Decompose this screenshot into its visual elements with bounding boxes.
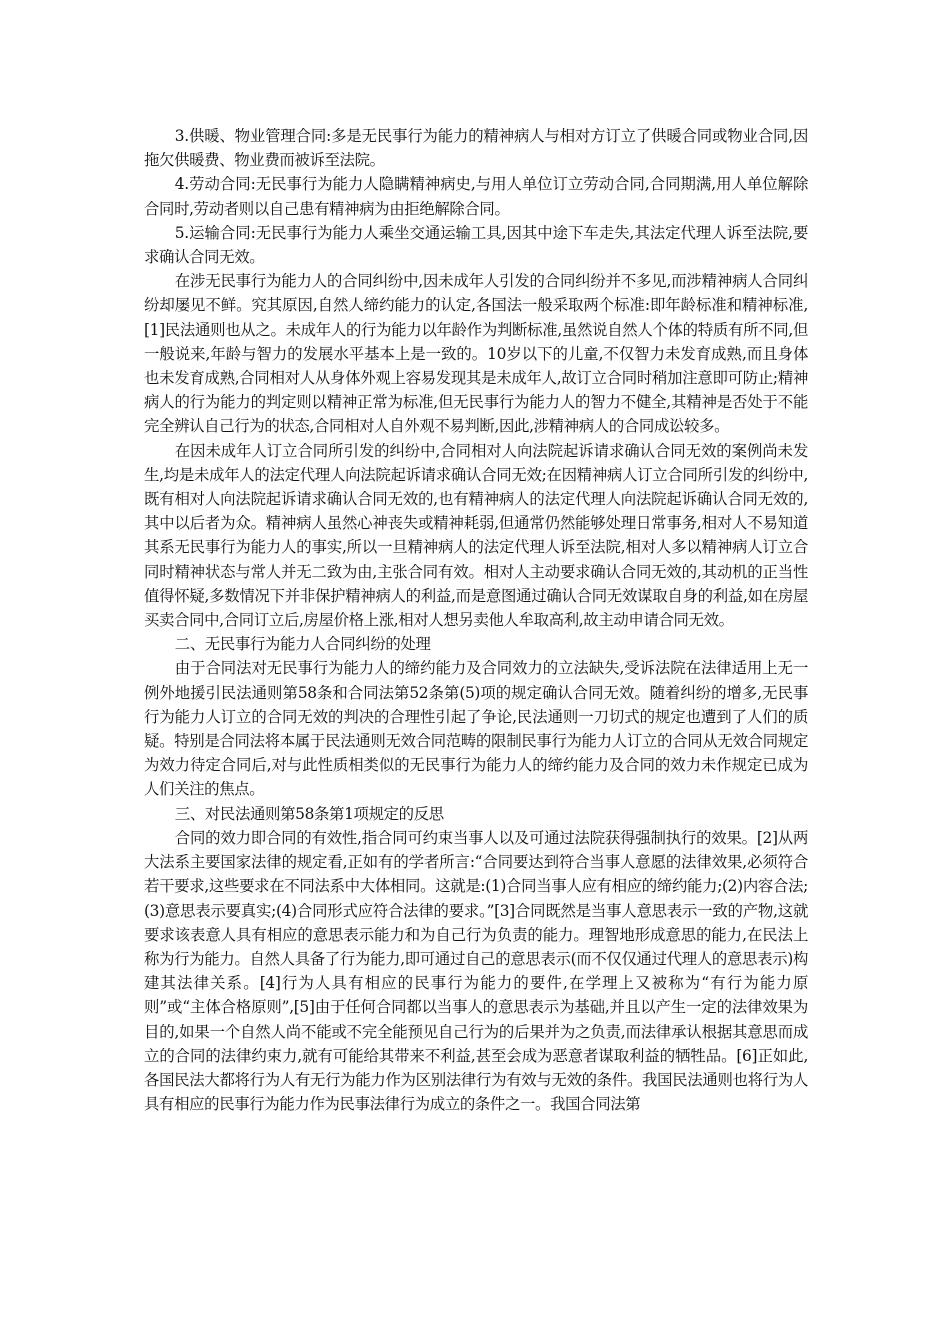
- paragraph-mental-illness-disputes: 在涉无民事行为能力人的合同纠纷中,因未成年人引发的合同纠纷并不多见,而涉精神病人合同纠纷却屡见不鲜。究其原因,自然人缔约能力的认定,各国法一般采取两个标准:即年龄标准和精神标准,[1]民法通则也从之。未成年人的行为能力以年龄作为判断标准,虽然说自然人个体的特质有所不同,但一般说来,年龄与智力的发展水平基本上是一致的。10岁以下的儿童,不仅智力未发育成熟,而且身体也未发育成熟,合同相对人从身体外观上容易发现其是未成年人,故订立合同时稍加注意即可防止;精神病人的行为能力的判定则以精神正常为标准,但无民事行为能力人的智力不健全,其精神是否处于不能完全辨认自己行为的状态,合同相对人自外观不易判断,因此,涉精神病人的合同成讼较多。: [144, 272, 808, 436]
- paragraph-heating-property-contract: 3.供暖、物业管理合同:多是无民事行为能力的精神病人与相对方订立了供暖合同或物业合同,因拖欠供暖费、物业费而被诉至法院。: [144, 127, 808, 170]
- paragraph-transport-contract: 5.运输合同:无民事行为能力人乘坐交通运输工具,因其中途下车走失,其法定代理人诉至法院,要求确认合同无效。: [144, 223, 808, 267]
- paragraph-legislative-gap: 由于合同法对无民事行为能力人的缔约能力及合同效力的立法缺失,受诉法院在法律适用上无一例外地援引民法通则第58条和合同法第52条第(5)项的规定确认合同无效。随着纠纷的增多,无民事行为能力人订立的合同无效的判决的合理性引起了争论,民法通则一刀切式的规定也遭到了人们的质疑。特别是合同法将本属于民法通则无效合同范畴的限制民事行为能力人订立的合同从无效合同规定为效力待定合同后,对与此性质相类似的无民事行为能力人的缔约能力及合同的效力未作规定已成为人们关注的焦点。: [144, 659, 808, 799]
- paragraph-minor-disputes: 在因未成年人订立合同所引发的纠纷中,合同相对人向法院起诉请求确认合同无效的案例尚未发生,均是未成年人的法定代理人向法院起诉请求确认合同无效;在因精神病人订立合同所引发的纠纷中,既有相对人向法院起诉请求确认合同无效的,也有精神病人的法定代理人向法院起诉确认合同无效的,其中以后者为众。精神病人虽然心神丧失或精神耗弱,但通常仍然能够处理日常事务,相对人不易知道其系无民事行为能力人的事实,所以一旦精神病人的法定代理人诉至法院,相对人多以精神病人订立合同时精神状态与常人并无二致为由,主张合同有效。相对人主动要求确认合同无效的,其动机的正当性值得怀疑,多数情况下并非保护精神病人的利益,而是意图通过确认合同无效谋取自身的利益,如在房屋买卖合同中,合同订立后,房屋价格上涨,相对人想另卖他人牟取高利,故主动申请合同无效。: [144, 441, 808, 630]
- section-heading-2: 二、无民事行为能力人合同纠纷的处理: [174, 635, 431, 654]
- document-page: [144, 124, 808, 1116]
- section-heading-3: 三、对民法通则第58条第1项规定的反思: [174, 804, 444, 823]
- paragraph-contract-validity: 合同的效力即合同的有效性,指合同可约束当事人以及可通过法院获得强制执行的效果。[2]从两大法系主要国家法律的规定看,正如有的学者所言:“合同要达到符合当事人意愿的法律效果,必须符合若干要求,这些要求在不同法系中大体相同。这就是:(1)合同当事人应有相应的缔约能力;(2)内容合法;(3)意思表示要真实;(4)合同形式应符合法律的要求。”[3]合同既然是当事人意思表示一致的产物,这就要求该表意人具有相应的意思表示能力和为自己行为负责的能力。理智地形成意思的能力,在民法上称为行为能力。自然人具备了行为能力,即可通过自己的意思表示(而不仅仅通过代理人的意思表示)构建其法律关系。[4]行为人具有相应的民事行为能力的要件,在学理上又被称为“有行为能力原则”或“主体合格原则”,[5]由于任何合同都以当事人的意思表示为基础,并且以产生一定的法律效果为目的,如果一个自然人尚不能或不完全能预见自己行为的后果并为之负责,而法律承认根据其意思而成立的合同的法律约束力,就有可能给其带来不利益,甚至会成为恶意者谋取利益的牺牲品。[6]正如此,各国民法大都将行为人有无行为能力作为区别法律行为有效与无效的条件。我国民法通则也将行为人具有相应的民事行为能力作为民事法律行为成立的条件之一。我国合同法第: [144, 828, 808, 1114]
- paragraph-labor-contract: 4.劳动合同:无民事行为能力人隐瞒精神病史,与用人单位订立劳动合同,合同期满,用人单位解除合同时,劳动者则以自己患有精神病为由拒绝解除合同。: [144, 175, 808, 218]
